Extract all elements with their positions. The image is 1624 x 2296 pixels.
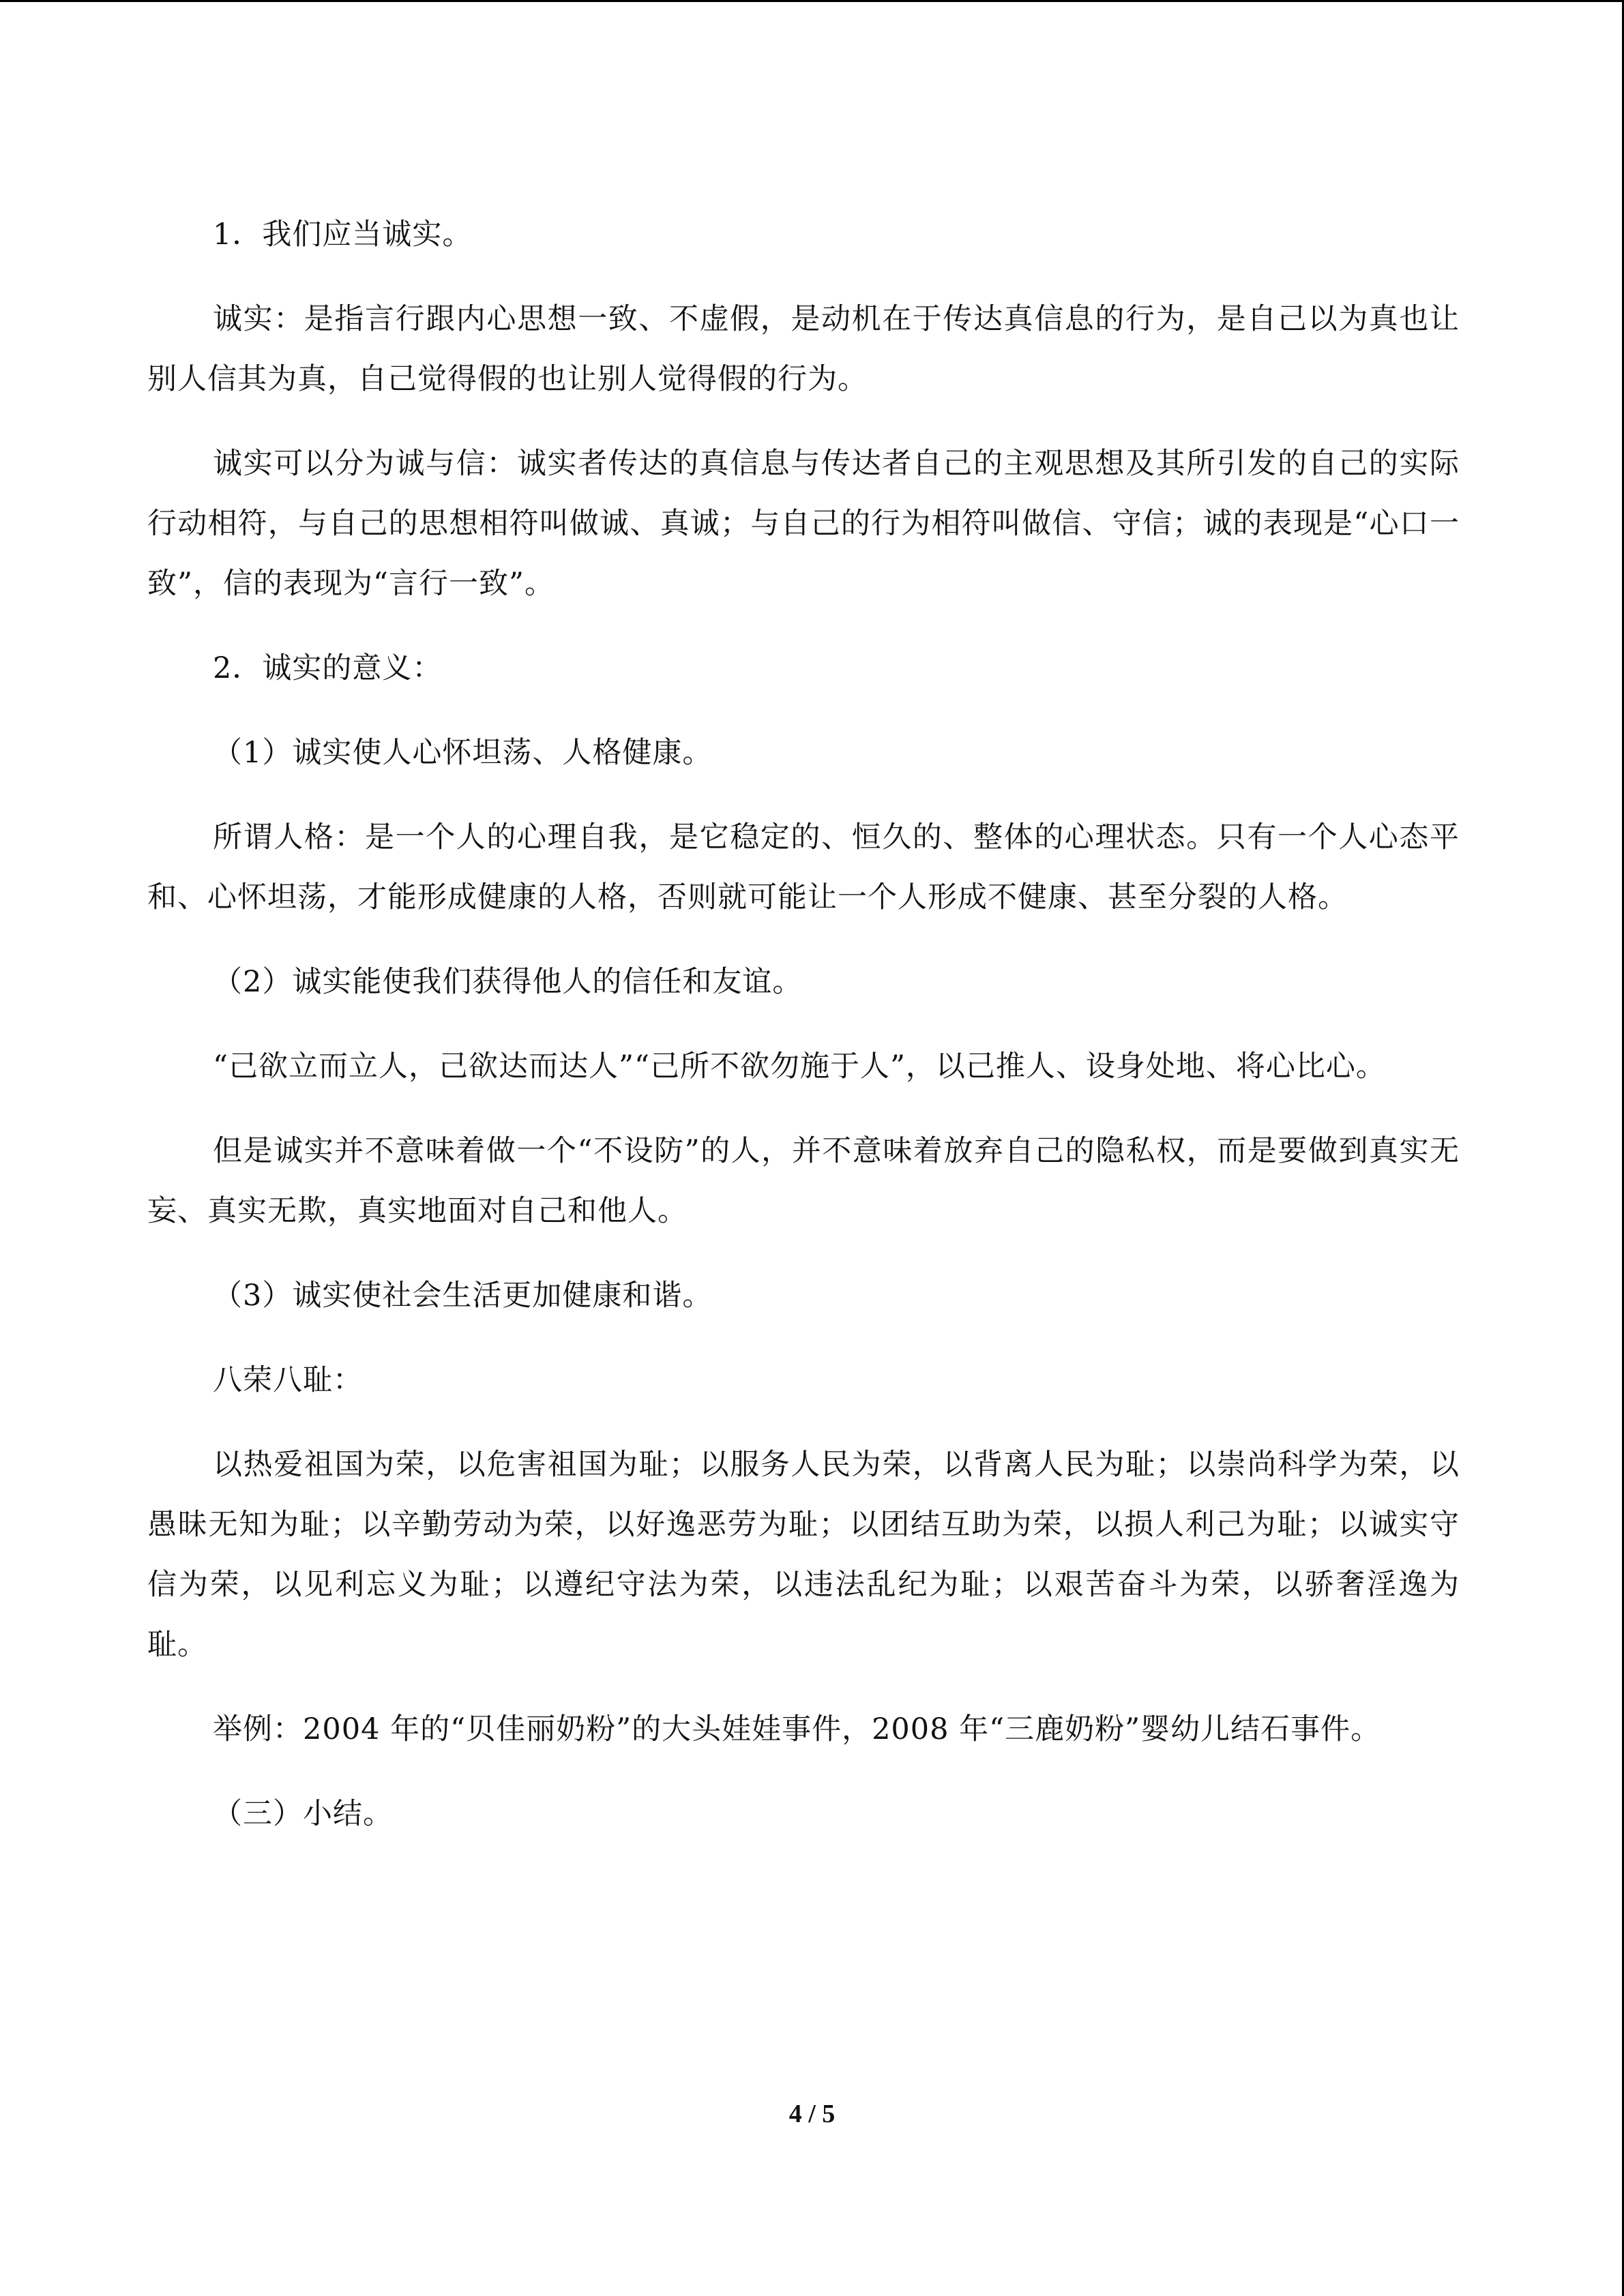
paragraph-personality: 所谓人格：是一个人的心理自我，是它稳定的、恒久的、整体的心理状态。只有一个人心态平和、心怀坦荡，才能形成健康的人格，否则就可能让一个人形成不健康、甚至分裂的人格。 — [147, 820, 1460, 914]
paragraph-quotes: “己欲立而立人，己欲达而达人”“己所不欲勿施于人”，以己推人、设身处地、将心比心。 — [213, 1049, 1386, 1084]
section-heading-honesty: 1．我们应当诚实。 — [213, 218, 473, 252]
page-number: 4 / 5 — [788, 2100, 836, 2128]
subheading-summary: （三）小结。 — [213, 1797, 393, 1831]
subheading-point-1: （1）诚实使人心怀坦荡、人格健康。 — [213, 736, 713, 770]
paragraph-honesty-types: 诚实可以分为诚与信：诚实者传达的真信息与传达者自己的主观思想及其所引发的自己的实际行动相符，与自己的思想相符叫做诚、真诚；与自己的行为相符叫做信、守信；诚的表现是“心口一致”，信的表现为“言行一致”。 — [147, 447, 1460, 601]
document-body — [147, 205, 1460, 1844]
paragraph-eight-honors: 以热爱祖国为荣，以危害祖国为耻；以服务人民为荣，以背离人民为耻；以崇尚科学为荣，以愚昧无知为耻；以辛勤劳动为荣，以好逸恶劳为耻；以团结互助为荣，以损人利己为耻；以诚实守信为荣，以见利忘义为耻；以遵纪守法为荣，以违法乱纪为耻；以艰苦奋斗为荣，以骄奢淫逸为耻。 — [147, 1448, 1460, 1662]
heading-eight-honors: 八荣八耻： — [213, 1363, 363, 1397]
paragraph-privacy: 但是诚实并不意味着做一个“不设防”的人，并不意味着放弃自己的隐私权，而是要做到真实无妄、真实无欺，真实地面对自己和他人。 — [147, 1134, 1460, 1228]
paragraph-honesty-definition: 诚实：是指言行跟内心思想一致、不虚假，是动机在于传达真信息的行为，是自己以为真也让别人信其为真，自己觉得假的也让别人觉得假的行为。 — [147, 302, 1460, 396]
paragraph-example: 举例：2004 年的“贝佳丽奶粉”的大头娃娃事件，2008 年“三鹿奶粉”婴幼儿结石事件。 — [213, 1712, 1381, 1746]
subheading-point-3: （3）诚实使社会生活更加健康和谐。 — [213, 1279, 713, 1313]
section-heading-significance: 2．诚实的意义： — [213, 651, 443, 685]
page-border-top — [0, 0, 1624, 2]
subheading-point-2: （2）诚实能使我们获得他人的信任和友谊。 — [213, 965, 803, 999]
